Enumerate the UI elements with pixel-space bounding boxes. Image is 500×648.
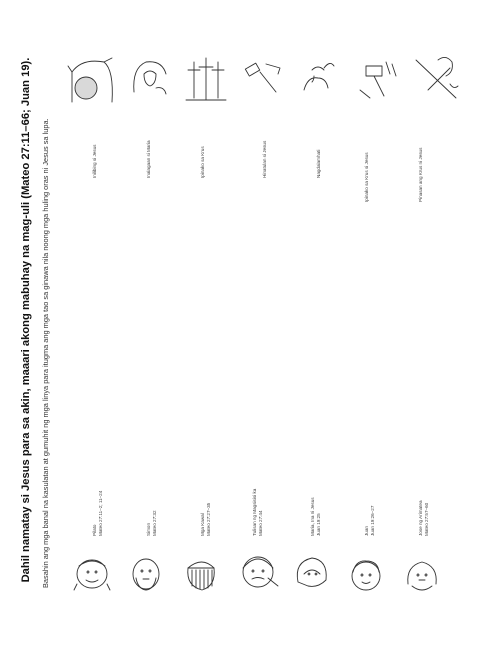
thief-icon	[243, 557, 278, 587]
person-reference: Juan 19:26–27	[370, 505, 375, 536]
pilate-icon	[74, 560, 110, 590]
person-name: Pilato	[92, 524, 97, 536]
event-label: Ipinako sa Krus	[200, 146, 205, 178]
tomb-icon	[68, 58, 112, 102]
person-reference: Mateo 27:27–35	[206, 502, 211, 536]
person-reference: Juan 19:25	[316, 513, 321, 536]
soldier-icon	[188, 562, 214, 590]
event-label: Inilibing si Jesus	[92, 144, 97, 178]
person-name: Maria, Ina ni Jesus	[310, 497, 315, 536]
person-reference: Mateo 27:57–60	[424, 502, 429, 536]
event-label: Pinasan ang Krus ni Jesus	[418, 147, 423, 202]
weeping-icon	[304, 63, 334, 90]
person-name: Simon	[146, 522, 151, 536]
person-reference: Mateo 27:32	[152, 510, 157, 536]
john-icon	[352, 561, 380, 590]
carrying-cross-icon	[416, 57, 458, 98]
three-crosses-icon	[186, 58, 226, 100]
worksheet-title: Dahil namatay si Jesus para sa akin, maaari akong mabuhay na mag-uli (Mateo 27:11–66; Juan 19).	[20, 57, 32, 583]
person-name: Mga Kawal	[200, 513, 205, 536]
simon-icon	[133, 559, 159, 590]
person-reference: Mateo 27:44	[258, 510, 263, 536]
joseph-icon	[408, 562, 436, 590]
event-label: Ipinako sa Krus si Jesus	[364, 152, 369, 202]
event-label: Nagdalamhati	[316, 149, 321, 178]
hammer-nails-icon	[360, 62, 396, 98]
worksheet-instructions: Basahin ang mga banal na kasulatan at gumuhit ng mga linya para itugma ang mga tao sa ginawa nila noong mga huling oras ni Jesus sa lupa.	[41, 118, 50, 588]
person-name: Juan	[364, 526, 369, 536]
event-label: Inalagaan si Maria	[146, 140, 151, 178]
gavel-icon	[245, 63, 280, 92]
event-label: Hinatulan si Jesus	[262, 140, 267, 178]
person-name: Jose ng Arimatea	[418, 500, 423, 536]
caring-icon	[134, 62, 166, 94]
mary-icon	[297, 558, 326, 586]
person-name: Tulisan ng Magsisisi ka	[252, 488, 257, 536]
person-reference: Mateo 27:11–2; 11–24	[98, 490, 103, 536]
